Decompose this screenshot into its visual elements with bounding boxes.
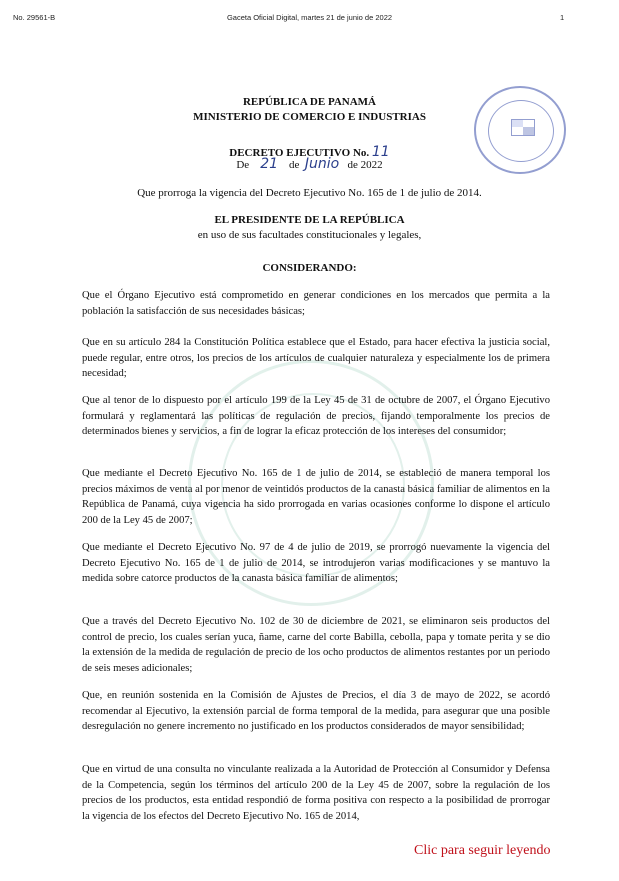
president-title: EL PRESIDENTE DE LA REPÚBLICA <box>214 214 405 226</box>
decree-number: 11 <box>371 144 390 160</box>
republic-title: REPÚBLICA DE PANAMÁ <box>242 96 377 108</box>
paragraph: Que el Órgano Ejecutivo está comprometido en generar condiciones en los mercados que permita a la población la satisfacción de sus necesidades básicas; <box>82 290 550 317</box>
paragraph: Que a través del Decreto Ejecutivo No. 102 de 30 de diciembre de 2021, se eliminaron seis productos del control de precio, los cuales serían yuca, ñame, carne del corte Babilla, cebolla, papa y tomate perita y se dio la extensión de la medida de regulación de precio de los ocho productos de alimentos restantes por un periodo de seis meses adicionales; <box>82 616 550 674</box>
decree-subject: Que prorroga la vigencia del Decreto Ejecutivo No. 165 de 1 de julio de 2014. <box>137 187 482 199</box>
ministry-title: MINISTERIO DE COMERCIO E INDUSTRIAS <box>193 111 426 123</box>
date-de-1: De <box>236 159 250 171</box>
date-de-2: de <box>289 159 300 171</box>
title-block <box>0 95 619 125</box>
decree-year: de 2022 <box>347 159 383 171</box>
paragraph: Que, en reunión sostenida en la Comisión de Ajustes de Precios, el día 3 de mayo de 2022, se acordó recomendar al Ejecutivo, la extensión parcial de forma temporal de la medida, para asegurar que una posible desregulación no genere incremento no justificado en los productos considerados de mayor sensibilidad; <box>82 690 550 732</box>
gazette-title: Gaceta Oficial Digital, martes 21 de junio de 2022 <box>226 13 393 22</box>
paragraph: Que mediante el Decreto Ejecutivo No. 165 de 1 de julio de 2014, se estableció de manera temporal los precios máximos de venta al por menor de veintidós productos de la canasta básica familiar de alimentos en la República de Panamá, cuya vigencia ha sido prorrogada en varias ocasiones conforme lo dispone el artículo 200 de la Ley 45 de 2007; <box>82 468 550 526</box>
paragraph: Que mediante el Decreto Ejecutivo No. 97 de 4 de julio de 2019, se prorrogó nuevamente la vigencia del Decreto Ejecutivo No. 165 de 1 de julio de 2014, se introdujeron varias modificaciones y se mantuvo la medida sobre catorce productos de la canasta básica familiar de alimentos; <box>82 542 550 584</box>
paragraph: Que al tenor de lo dispuesto por el artículo 199 de la Ley 45 de 31 de octubre de 2007, el Órgano Ejecutivo formulará y reglamentará las políticas de regulación de precios, fijando temporalmente los precios de determinados bienes y servicios, a fin de lograr la eficaz protección de los intereses del consumidor; <box>82 395 550 437</box>
continue-reading-link[interactable]: Clic para seguir leyendo <box>414 843 551 858</box>
paragraph: Que en su artículo 284 la Constitución Política establece que el Estado, para hacer efectiva la justicia social, puede regular, entre otros, los precios de los artículos de cualquier naturaleza y especialmente los de primera necesidad; <box>82 337 550 379</box>
decree-month: Junio <box>304 156 340 172</box>
president-subtitle: en uso de sus facultades constitucionales y legales, <box>197 229 422 241</box>
decree-date-line <box>0 156 619 172</box>
considerando-heading: CONSIDERANDO: <box>262 262 357 274</box>
paragraph: Que en virtud de una consulta no vinculante realizada a la Autoridad de Protección al Consumidor y Defensa de la Competencia, según los términos del artículo 200 de la Ley 45 de 2007, sobre la regulación de los precios de los productos, esta entidad respondió de forma positiva con respecto a la posibilidad de prorrogar la vigencia de los efectos del Decreto Ejecutivo No. 165 de 2014, <box>82 764 550 822</box>
decree-label: DECRETO EJECUTIVO No. <box>229 147 370 159</box>
gazette-number: No. 29561-B <box>13 13 56 22</box>
decree-day: 21 <box>260 156 279 172</box>
page-number: 1 <box>560 13 565 22</box>
